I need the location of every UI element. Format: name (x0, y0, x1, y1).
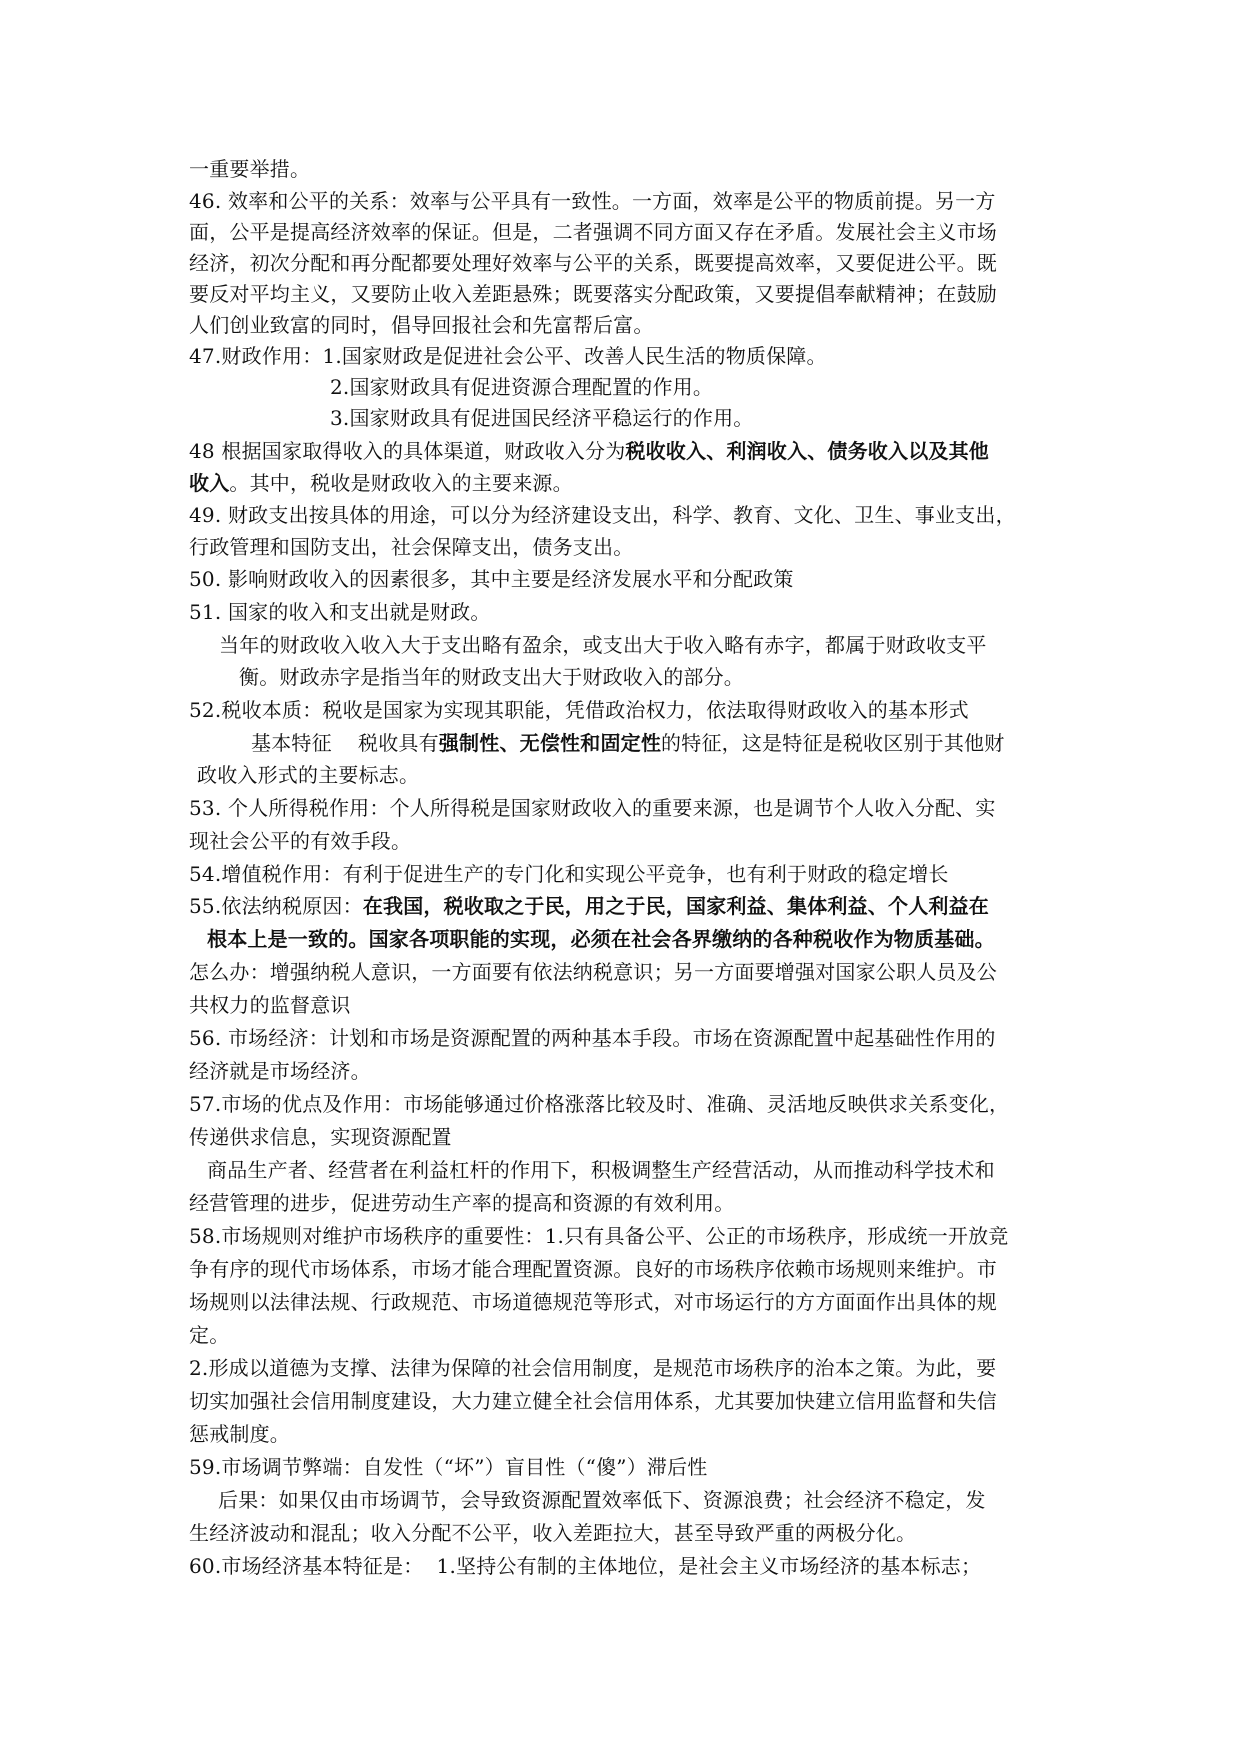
text-line-50: 50. 影响财政收入的因素很多，其中主要是经济发展水平和分配政策 (189, 567, 794, 591)
text-line: 怎么办：增强纳税人意识，一方面要有依法纳税意识；另一方面要增强对国家公职人员及公 (189, 960, 997, 984)
text-line-49: 49. 财政支出按具体的用途，可以分为经济建设支出，科学、教育、文化、卫生、事业支出， (189, 503, 1016, 527)
text-line: 惩戒制度。 (189, 1422, 290, 1446)
text-line: 基本特征 税收具有强制性、无偿性和固定性的特征，这是特征是税收区别于其他财 (251, 731, 1005, 755)
text-line: 生经济波动和混乱；收入分配不公平，收入差距拉大，甚至导致严重的两极分化。 (189, 1521, 917, 1545)
text-line: 衡。财政赤字是指当年的财政支出大于财政收入的部分。 (239, 665, 744, 689)
text-line: 经济，初次分配和再分配都要处理好效率与公平的关系，既要提高效率，又要促进公平。既 (189, 251, 997, 275)
text-line-54: 54.增值税作用：有利于促进生产的专门化和实现公平竞争，也有利于财政的稳定增长 (189, 862, 949, 886)
text-line: 共权力的监督意识 (189, 993, 351, 1017)
text-line: 面，公平是提高经济效率的保证。但是，二者强调不同方面又存在矛盾。发展社会主义市场 (189, 220, 997, 244)
text-line-52: 52.税收本质：税收是国家为实现其职能，凭借政治权力，依法取得财政收入的基本形式 (189, 698, 969, 722)
text-line-47: 47.财政作用：1.国家财政是促进社会公平、改善人民生活的物质保障。 (189, 344, 827, 368)
text-line: 现社会公平的有效手段。 (189, 829, 412, 853)
text-line-59: 59.市场调节弊端：自发性（“坏”）盲目性（“傻”）滞后性 (189, 1455, 708, 1479)
text-line: 行政管理和国防支出，社会保障支出，债务支出。 (189, 535, 634, 559)
text-line: 经济就是市场经济。 (189, 1059, 371, 1083)
text-line-continuation: 一重要举措。 (189, 157, 311, 181)
text-line-56: 56. 市场经济：计划和市场是资源配置的两种基本手段。市场在资源配置中起基础性作用的 (189, 1026, 996, 1050)
text-line: 人们创业致富的同时，倡导回报社会和先富帮后富。 (189, 313, 654, 337)
text-line: 商品生产者、经营者在利益杠杆的作用下，积极调整生产经营活动，从而推动科学技术和 (207, 1158, 995, 1182)
text-line: 2.形成以道德为支撑、法律为保障的社会信用制度，是规范市场秩序的治本之策。为此，要 (189, 1356, 997, 1380)
text-line: 传递供求信息，实现资源配置 (189, 1125, 452, 1149)
text-line: 经营管理的进步，促进劳动生产率的提高和资源的有效利用。 (189, 1191, 735, 1215)
text-line: 争有序的现代市场体系，市场才能合理配置资源。良好的市场秩序依赖市场规则来维护。市 (189, 1257, 997, 1281)
text-line: 当年的财政收入收入大于支出略有盈余，或支出大于收入略有赤字，都属于财政收支平 (219, 633, 987, 657)
text-line-48: 48 根据国家取得收入的具体渠道，财政收入分为税收收入、利润收入、债务收入以及其他 (189, 439, 990, 463)
text-line-57: 57.市场的优点及作用：市场能够通过价格涨落比较及时、准确、灵活地反映供求关系变化， (189, 1092, 1010, 1116)
text-line: 场规则以法律法规、行政规范、市场道德规范等形式，对市场运行的方方面面作出具体的规 (189, 1290, 997, 1314)
text-line: 切实加强社会信用制度建设，大力建立健全社会信用体系，尤其要加快建立信用监督和失信 (189, 1389, 997, 1413)
text-line: 政收入形式的主要标志。 (197, 763, 420, 787)
text-line: 定。 (189, 1323, 230, 1347)
text-line-53: 53. 个人所得税作用：个人所得税是国家财政收入的重要来源，也是调节个人收入分配、实 (189, 796, 996, 820)
text-line: 收入。其中，税收是财政收入的主要来源。 (189, 471, 573, 495)
text-line-51: 51. 国家的收入和支出就是财政。 (189, 600, 491, 624)
text-line-46: 46. 效率和公平的关系：效率与公平具有一致性。一方面，效率是公平的物质前提。另一方 (189, 189, 996, 213)
text-line: 后果：如果仅由市场调节，会导致资源配置效率低下、资源浪费；社会经济不稳定，发 (218, 1488, 986, 1512)
text-line: 要反对平均主义，又要防止收入差距悬殊；既要落实分配政策，又要提倡奉献精神；在鼓励 (189, 282, 997, 306)
text-line: 根本上是一致的。国家各项职能的实现，必须在社会各界缴纳的各种税收作为物质基础。 (207, 927, 995, 951)
text-line-47-item-3: 3.国家财政具有促进国民经济平稳运行的作用。 (330, 406, 754, 430)
text-line-55: 55.依法纳税原因：在我国，税收取之于民，用之于民，国家利益、集体利益、个人利益在 (189, 894, 990, 918)
text-line-47-item-2: 2.国家财政具有促进资源合理配置的作用。 (330, 375, 714, 399)
text-line-60: 60.市场经济基本特征是： 1.坚持公有制的主体地位，是社会主义市场经济的基本标志； (189, 1554, 982, 1578)
text-line-58: 58.市场规则对维护市场秩序的重要性：1.只有具备公平、公正的市场秩序，形成统一开放竞 (189, 1224, 1009, 1248)
